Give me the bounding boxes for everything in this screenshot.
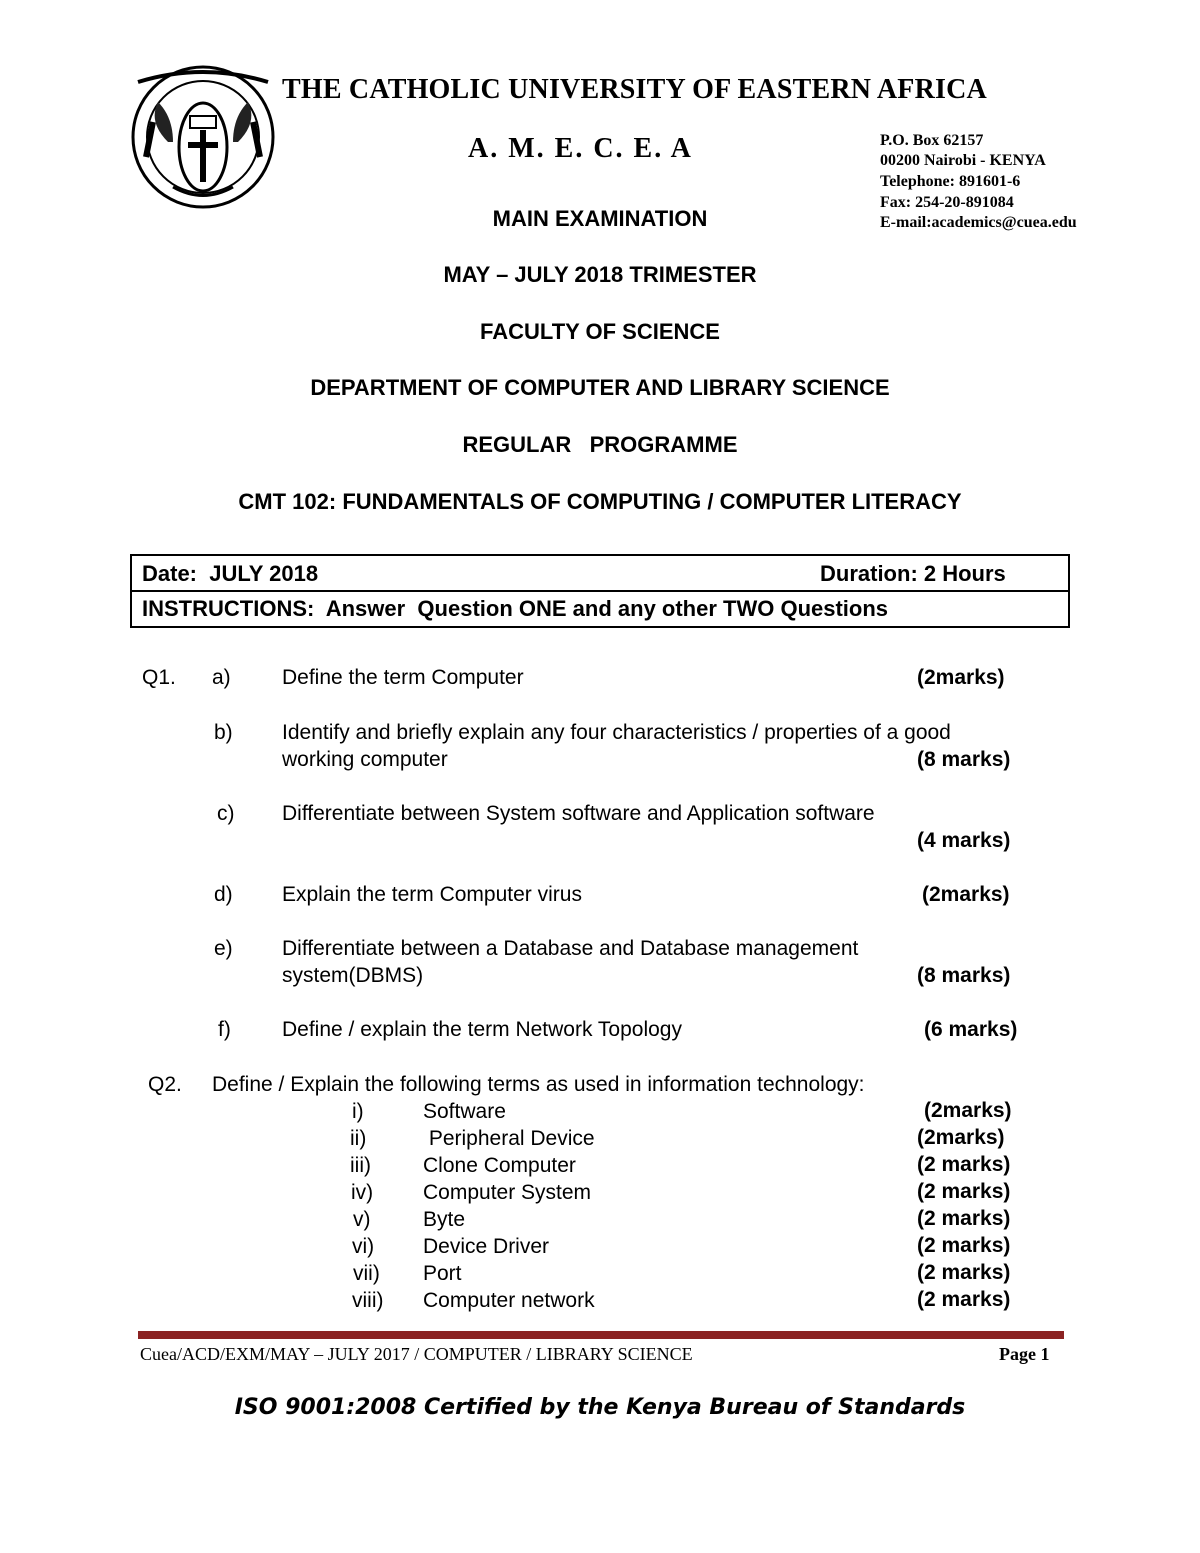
course-title: CMT 102: FUNDAMENTALS OF COMPUTING / COMPUTER LITERACY [238,489,962,514]
address-city: 00200 Nairobi - KENYA [880,152,1046,169]
footer-divider [138,1331,1064,1339]
q2-item-label: i) [352,1100,364,1123]
q2-item-marks: (2marks) [924,1099,1012,1122]
q1-part-a-label: a) [212,666,231,689]
q2-item-label: viii) [352,1289,384,1312]
trimester-title: MAY – JULY 2018 TRIMESTER [443,262,757,287]
q1-part-c-text: Differentiate between System software and Application software [282,802,875,825]
q1-part-b-text-2: working computer [282,748,448,771]
department-title: DEPARTMENT OF COMPUTER AND LIBRARY SCIENCE [310,375,890,400]
exam-title: MAIN EXAMINATION [492,206,708,231]
q1-part-f-marks: (6 marks) [924,1018,1018,1041]
faculty-title: FACULTY OF SCIENCE [480,319,720,344]
q2-item-label: v) [353,1208,371,1231]
q1-number: Q1. [142,666,176,689]
exam-instructions: INSTRUCTIONS: Answer Question ONE and any other TWO Questions [142,596,889,621]
q2-item-marks: (2 marks) [917,1234,1011,1257]
q2-item-marks: (2 marks) [917,1261,1011,1284]
q2-item-label: vii) [353,1262,380,1285]
q2-item-term: Port [423,1262,462,1285]
q1-part-f-label: f) [218,1018,231,1041]
address-telephone: Telephone: 891601-6 [880,173,1021,190]
iso-certification: ISO 9001:2008 Certified by the Kenya Bureau of Standards [234,1395,966,1420]
q1-part-d-text: Explain the term Computer virus [282,883,582,906]
q2-item-term: Byte [423,1208,466,1231]
university-seal-icon [128,62,278,212]
q1-part-b-text-1: Identify and briefly explain any four characteristics / properties of a good [282,721,951,744]
q1-part-e-text-2: system(DBMS) [282,964,424,987]
address-email: E-mail:academics@cuea.edu [880,214,1077,231]
q1-part-e-marks: (8 marks) [917,964,1011,987]
q1-part-a-marks: (2marks) [917,666,1005,689]
q1-part-b-marks: (8 marks) [917,748,1011,771]
exam-info-table [130,554,1070,628]
q2-item-label: iv) [351,1181,374,1204]
q1-part-f-text: Define / explain the term Network Topology [282,1018,682,1041]
address-po-box: P.O. Box 62157 [880,132,984,149]
q2-item-term: Computer System [423,1181,592,1204]
footer-reference: Cuea/ACD/EXM/MAY – JULY 2017 / COMPUTER / LIBRARY SCIENCE [140,1344,693,1364]
q2-item-label: iii) [350,1154,371,1177]
amecea-heading: A. M. E. C. E. A [468,133,693,164]
q1-part-e-text-1: Differentiate between a Database and Database management [282,937,859,960]
q2-item-marks: (2marks) [917,1126,1005,1149]
q2-item-term: Computer network [423,1289,595,1312]
q2-item-term: Peripheral Device [423,1127,595,1150]
q1-part-c-label: c) [217,802,235,825]
q2-item-term: Software [423,1100,506,1123]
info-row-instructions [132,592,1068,628]
q2-intro: Define / Explain the following terms as used in information technology: [212,1073,865,1096]
q2-item-marks: (2 marks) [917,1207,1011,1230]
q2-item-marks: (2 marks) [917,1153,1011,1176]
q2-item-marks: (2 marks) [917,1288,1011,1311]
programme-title: REGULAR PROGRAMME [462,432,738,457]
q1-part-d-label: d) [214,883,233,906]
page-number: Page 1 [999,1344,1050,1364]
q1-part-e-label: e) [214,937,233,960]
q1-part-b-label: b) [214,721,233,744]
q2-item-label: vi) [352,1235,375,1258]
q1-part-d-marks: (2marks) [922,883,1010,906]
university-name: THE CATHOLIC UNIVERSITY OF EASTERN AFRICA [282,74,987,105]
q2-item-term: Clone Computer [423,1154,576,1177]
q1-part-c-marks: (4 marks) [917,829,1011,852]
q2-item-term: Device Driver [423,1235,550,1258]
q2-item-label: ii) [350,1127,367,1150]
q2-item-marks: (2 marks) [917,1180,1011,1203]
info-row-date [132,556,1068,592]
address-fax: Fax: 254-20-891084 [880,194,1014,211]
exam-date: Date: JULY 2018 [142,561,319,586]
exam-duration: Duration: 2 Hours [820,561,1006,586]
q1-part-a-text: Define the term Computer [282,666,524,689]
q2-number: Q2. [148,1073,182,1096]
